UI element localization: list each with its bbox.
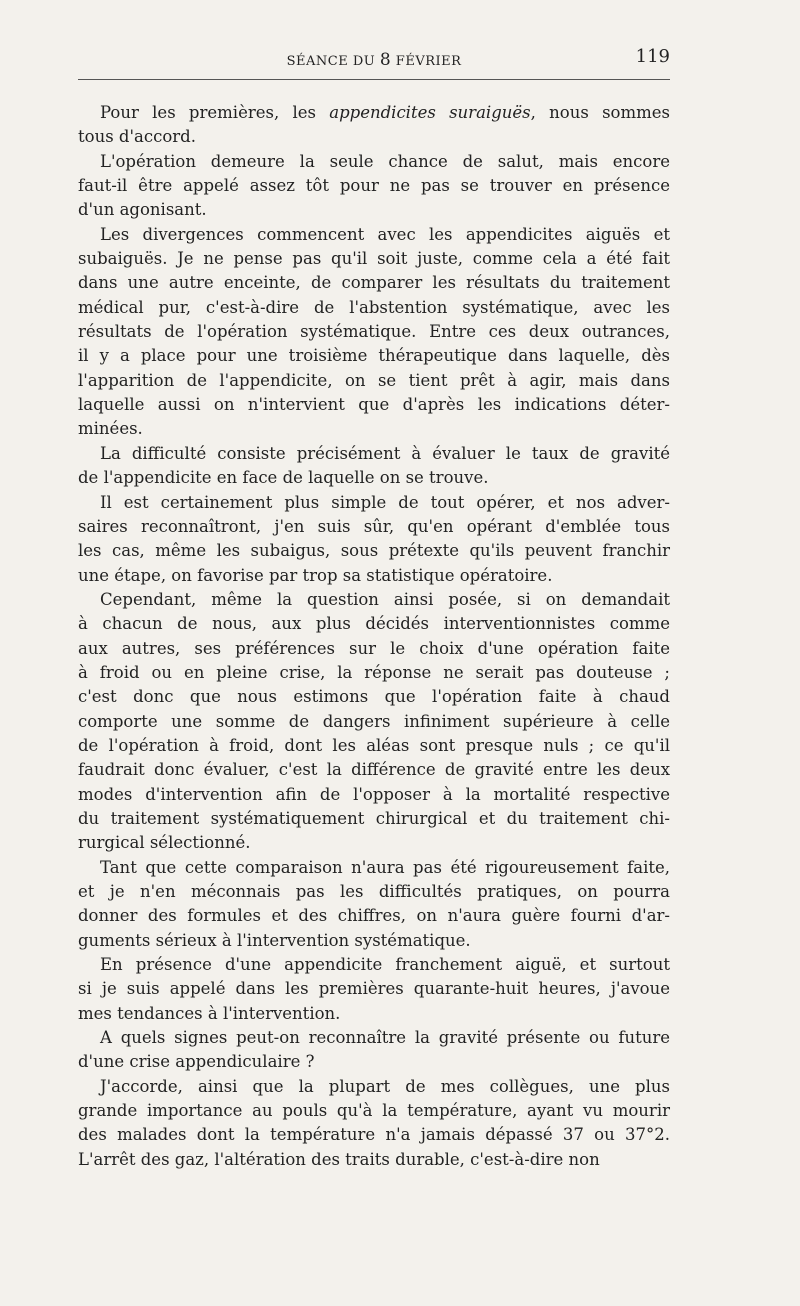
text-line: La difficulté consiste précisément à évaluer le taux de gravité [100,443,670,463]
text-line: médical pur, c'est-à-dire de l'abstention systématique, avec les [78,297,670,317]
text-line: de l'opération à froid, dont les aléas sont presque nuls ; ce qu'il [78,735,670,755]
text-line: tous d'accord. [78,127,196,147]
text-line: Pour les premières, les appendicites suraiguës, nous sommes [100,103,670,122]
paragraph [78,150,670,223]
text-line: donner des formules et des chiffres, on n'aura guère fourni d'ar- [78,906,670,926]
paragraph [78,856,670,953]
text-line: modes d'intervention afin de l'opposer à la mortalité respective [78,784,670,804]
text-line: dans une autre enceinte, de comparer les résultats du traitement [78,273,670,293]
text-line: des malades dont la température n'a jamais dépassé 37 ou 37°2. [78,1125,670,1145]
paragraph [78,101,670,150]
text-line: faut-il être appelé assez tôt pour ne pas se trouver en présence [78,176,670,196]
text-line: comporte une somme de dangers infiniment supérieure à celle [78,711,670,731]
text-line: aux autres, ses préférences sur le choix d'une opération faite [78,638,670,658]
text-line: A quels signes peut-on reconnaître la gravité présente ou future [100,1028,670,1048]
text-line: grande importance au pouls qu'à la température, ayant vu mourir [78,1101,670,1121]
text-line: minées. [78,419,143,439]
text-line: d'une crise appendiculaire ? [78,1052,315,1072]
running-title-before: SÉANCE DU [286,54,380,69]
text-line: une étape, on favorise par trop sa statistique opératoire. [78,565,553,585]
text-line: guments sérieux à l'intervention systématique. [78,930,471,950]
page-number: 119 [635,46,670,67]
text-line: résultats de l'opération systématique. Entre ces deux outrances, [78,322,670,342]
text-line: c'est donc que nous estimons que l'opération faite à chaud [78,687,670,707]
paragraph [78,442,670,491]
header-rule [78,79,670,80]
paragraph [78,1026,670,1075]
paragraph [78,588,670,856]
text-line: En présence d'une appendicite franchement aiguë, et surtout [100,955,670,975]
text-line: il y a place pour une troisième thérapeutique dans laquelle, dès [78,346,670,366]
running-head [78,46,670,68]
text-line: saires reconnaîtront, j'en suis sûr, qu'en opérant d'emblée tous [78,516,670,536]
text-line: subaiguës. Je ne pense pas qu'il soit juste, comme cela a été fait [78,249,670,269]
body-text [78,101,670,1172]
text-line: Il est certainement plus simple de tout opérer, et nos adver- [100,492,670,512]
running-title [78,50,670,70]
text-line: si je suis appelé dans les premières quarante-huit heures, j'avoue [78,979,670,999]
running-title-number: 8 [379,50,392,70]
paragraph [78,953,670,1026]
text-line: à froid ou en pleine crise, la réponse ne serait pas douteuse ; [78,662,670,682]
text-line: mes tendances à l'intervention. [78,1003,341,1023]
text-line: à chacun de nous, aux plus décidés interventionnistes comme [78,614,670,634]
text-line: rurgical sélectionné. [78,833,251,853]
text-line: et je n'en méconnais pas les difficultés pratiques, on pourra [78,882,670,901]
paragraph [78,1075,670,1172]
text-line: d'un agonisant. [78,200,207,220]
text-line: les cas, même les subaigus, sous prétexte qu'ils peuvent franchir [78,541,670,561]
text-line: L'arrêt des gaz, l'altération des traits durable, c'est-à-dire non [78,1149,600,1169]
text-line: du traitement systématiquement chirurgical et du traitement chi- [78,808,670,828]
text-line: l'apparition de l'appendicite, on se tient prêt à agir, mais dans [78,370,670,390]
paragraph [78,223,670,442]
text-line: faudrait donc évaluer, c'est la différence de gravité entre les deux [78,760,670,780]
text-line: laquelle aussi on n'intervient que d'après les indications déter- [78,395,670,415]
text-line: L'opération demeure la seule chance de salut, mais encore [100,151,670,171]
text-line: Tant que cette comparaison n'aura pas été rigoureusement faite, [100,857,670,877]
running-title-after: FÉVRIER [391,54,462,69]
text-line: de l'appendicite en face de laquelle on se trouve. [78,468,489,488]
paragraph [78,491,670,588]
text-line: J'accorde, ainsi que la plupart de mes collègues, une plus [100,1076,670,1096]
text-line: Cependant, même la question ainsi posée, si on demandait [100,589,670,609]
text-line: Les divergences commencent avec les appendicites aiguës et [100,224,670,244]
